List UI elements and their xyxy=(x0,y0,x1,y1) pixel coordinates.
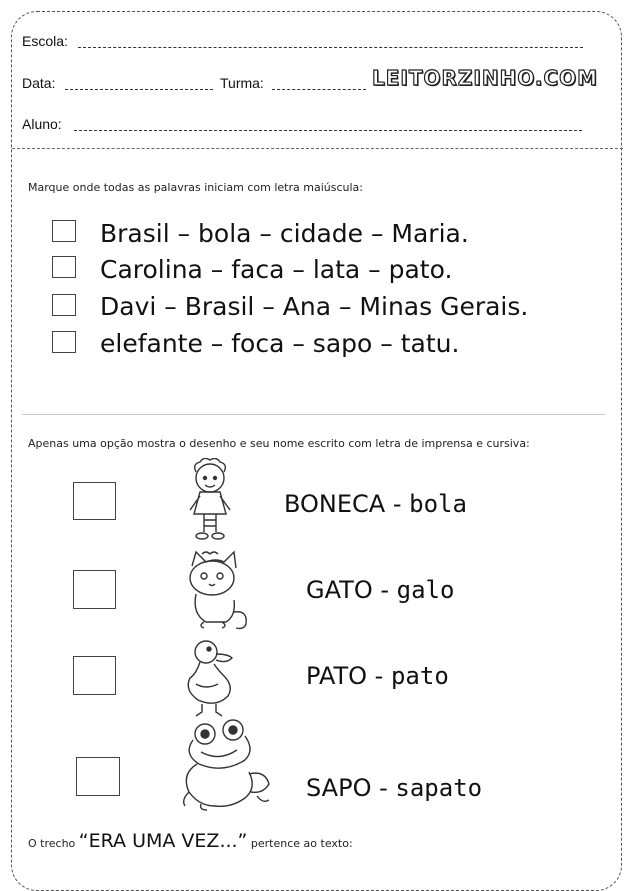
section1-instruction: Marque onde todas as palavras iniciam com letra maiúscula: xyxy=(28,181,363,194)
aluno-label: Aluno: xyxy=(22,116,62,132)
escola-label: Escola: xyxy=(22,33,68,49)
option-4-text: elefante – foca – sapo – tatu. xyxy=(100,329,460,358)
aluno-field[interactable] xyxy=(74,130,582,131)
word-pato: PATO - pato xyxy=(306,662,449,690)
word-gato: GATO - galo xyxy=(306,576,455,604)
option-1-text: Brasil – bola – cidade – Maria. xyxy=(100,219,469,248)
doll-icon xyxy=(180,458,240,546)
checkbox-option-4[interactable] xyxy=(52,331,76,353)
turma-field[interactable] xyxy=(272,89,366,90)
section-divider xyxy=(22,414,606,415)
word-boneca: BONECA - bola xyxy=(284,490,467,518)
frog-icon xyxy=(175,718,275,812)
cat-icon xyxy=(178,548,253,632)
option-3-text: Davi – Brasil – Ana – Minas Gerais. xyxy=(100,292,529,321)
escola-field[interactable] xyxy=(78,47,583,48)
turma-label: Turma: xyxy=(220,75,264,91)
checkbox-option-2[interactable] xyxy=(52,256,76,278)
checkbox-sapo[interactable] xyxy=(76,757,120,796)
header-divider xyxy=(12,148,623,149)
checkbox-pato[interactable] xyxy=(73,656,116,695)
data-field[interactable] xyxy=(65,89,213,90)
word-sapo: SAPO - sapato xyxy=(306,774,483,802)
checkbox-boneca[interactable] xyxy=(73,482,116,520)
section2-instruction: Apenas uma opção mostra o desenho e seu nome escrito com letra de imprensa e cursiva: xyxy=(28,437,530,450)
duck-icon xyxy=(180,636,240,720)
checkbox-option-3[interactable] xyxy=(52,294,76,316)
data-label: Data: xyxy=(22,75,56,91)
site-logo: LEITORZINHO.COM xyxy=(372,66,599,90)
footer-question: O trecho “ERA UMA VEZ...” pertence ao texto: xyxy=(28,830,353,852)
option-2-text: Carolina – faca – lata – pato. xyxy=(100,255,453,284)
checkbox-option-1[interactable] xyxy=(52,220,76,242)
checkbox-gato[interactable] xyxy=(73,570,116,609)
